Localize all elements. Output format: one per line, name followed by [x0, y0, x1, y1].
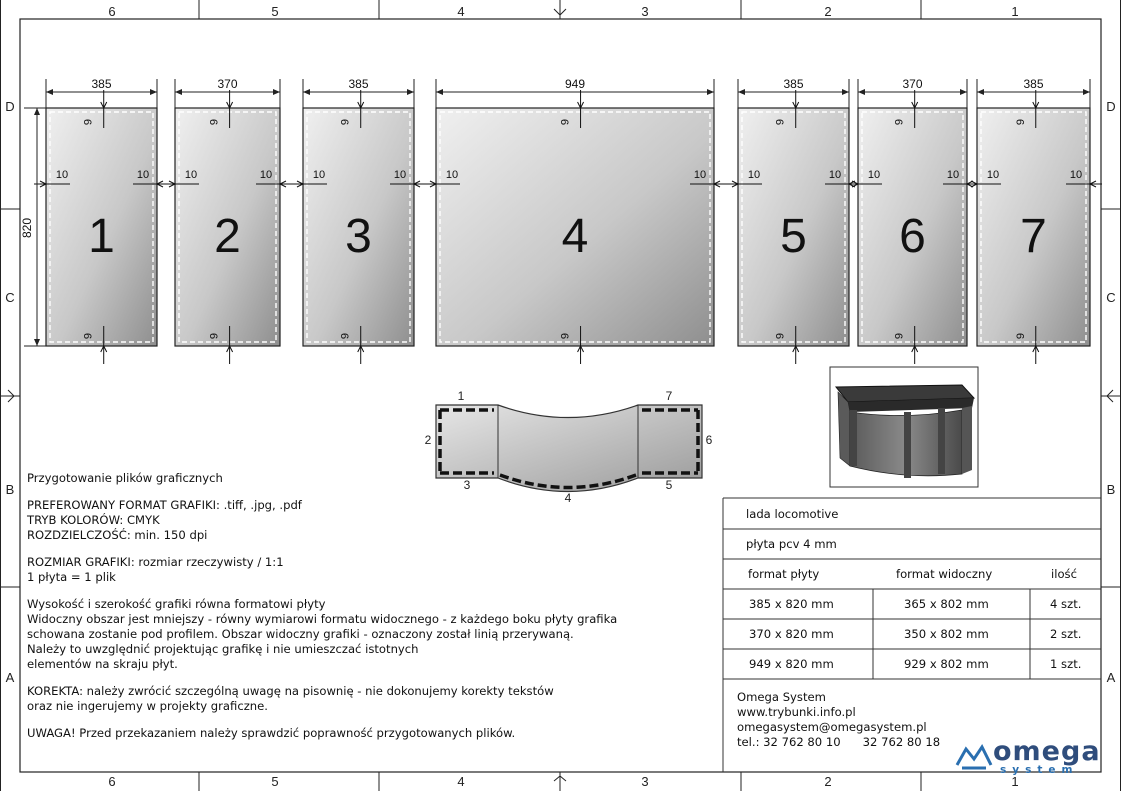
- width-dimension-label: 370: [902, 77, 923, 91]
- notes-block: [27, 471, 617, 741]
- side-margin-label: 10: [867, 169, 881, 181]
- notes-paragraph-line: Widoczny obszar jest mniejszy - równy wymiarowi formatu widocznego - z każdego boku płyty grafika: [27, 612, 618, 626]
- notes-correction-line: oraz nie ingerujemy w projekty graficzne.: [27, 699, 268, 713]
- spec-row-board: 385 x 820 mm: [749, 597, 834, 611]
- top-offset-label: 9: [774, 118, 787, 126]
- spec-header-visible: format widoczny: [896, 567, 993, 581]
- notes-correction-line: KOREKTA: należy zwrócić szczególną uwagę na pisownię - nie dokonujemy korekty tekstów: [27, 684, 554, 698]
- notes-paragraph-line: Należy to uwzględnić projektując grafikę i nie umieszczać istotnych: [27, 642, 419, 656]
- side-margin-label: 10: [946, 169, 960, 181]
- plan-label: 2: [424, 433, 432, 447]
- bottom-offset-label: 9: [82, 332, 95, 340]
- contact-website[interactable]: www.trybunki.info.pl: [737, 705, 856, 719]
- side-margin-label: 10: [136, 169, 150, 181]
- spec-header-board: format płyty: [748, 567, 820, 581]
- plan-label: 4: [564, 491, 572, 505]
- spec-row-board: 370 x 820 mm: [749, 627, 834, 641]
- side-margin-label: 10: [1069, 169, 1083, 181]
- col-bottom-label: 2: [824, 774, 832, 789]
- width-dimension-label: 385: [91, 77, 112, 91]
- col-bottom-label: 6: [108, 774, 116, 789]
- plan-label: 1: [457, 389, 465, 403]
- row-left-label: B: [5, 482, 15, 497]
- col-top-label: 3: [641, 4, 649, 19]
- contact-phone-2: 32 762 80 18: [862, 735, 941, 749]
- panel-number: 5: [780, 210, 807, 263]
- logo-wordmark: omega: [993, 736, 1101, 767]
- contact-company: Omega System: [737, 690, 826, 704]
- counter-3d-image: [830, 367, 978, 487]
- side-margin-label: 10: [986, 169, 1000, 181]
- notes-size: ROZMIAR GRAFIKI: rozmiar rzeczywisty / 1:1: [27, 555, 284, 569]
- bottom-offset-label: 9: [208, 332, 221, 340]
- side-margin-label: 10: [55, 169, 69, 181]
- side-margin-label: 10: [693, 169, 707, 181]
- side-margin-label: 10: [828, 169, 842, 181]
- col-bottom-label: 5: [271, 774, 279, 789]
- col-top-label: 6: [108, 4, 116, 19]
- panel-number: 4: [561, 210, 589, 263]
- spec-row-qty: 4 szt.: [1050, 597, 1082, 611]
- col-top-label: 2: [824, 4, 832, 19]
- plan-label: 7: [665, 389, 673, 403]
- side-margin-label: 10: [393, 169, 407, 181]
- side-margin-label: 10: [259, 169, 273, 181]
- side-margin-label: 10: [312, 169, 326, 181]
- bottom-offset-label: 9: [774, 332, 787, 340]
- notes-color-mode: TRYB KOLORÓW: CMYK: [27, 513, 160, 527]
- col-bottom-label: 4: [457, 774, 465, 789]
- top-offset-label: 9: [339, 118, 352, 126]
- row-right-label: D: [1106, 99, 1116, 114]
- col-top-label: 5: [271, 4, 279, 19]
- bottom-offset-label: 9: [339, 332, 352, 340]
- omega-logo-icon: [954, 741, 994, 771]
- spec-row-visible: 365 x 802 mm: [904, 597, 989, 611]
- width-dimension-label: 385: [348, 77, 369, 91]
- width-dimension-label: 385: [1023, 77, 1044, 91]
- col-top-label: 1: [1011, 4, 1019, 19]
- row-left-label: A: [5, 670, 15, 685]
- notes-files: 1 płyta = 1 plik: [27, 570, 116, 584]
- top-offset-label: 9: [1014, 118, 1027, 126]
- height-dimension-label: 820: [20, 217, 34, 239]
- col-top-label: 4: [457, 4, 465, 19]
- spec-row-board: 949 x 820 mm: [749, 657, 834, 671]
- panel-number: 6: [899, 210, 926, 263]
- panels-layer: [20, 77, 1102, 364]
- logo-subtitle: system: [1000, 764, 1079, 776]
- notes-paragraph-line: schowana zostanie pod profilem. Obszar widoczny grafiki - oznaczony został linią przerywaną.: [27, 627, 574, 641]
- width-dimension-label: 385: [783, 77, 804, 91]
- contact-block: [737, 690, 940, 750]
- panel-number: 3: [345, 210, 372, 263]
- notes-format: PREFEROWANY FORMAT GRAFIKI: .tiff, .jpg, .pdf: [27, 498, 302, 512]
- bottom-offset-label: 9: [1014, 332, 1027, 340]
- spec-row-qty: 2 szt.: [1050, 627, 1082, 641]
- plan-label: 3: [463, 478, 471, 492]
- col-bottom-label: 3: [641, 774, 649, 789]
- spec-row-visible: 929 x 802 mm: [904, 657, 989, 671]
- top-offset-label: 9: [208, 118, 221, 126]
- contact-phone: tel.: 32 762 80 10: [737, 735, 841, 749]
- row-left-label: C: [5, 290, 15, 305]
- row-right-label: B: [1106, 482, 1116, 497]
- row-right-label: C: [1106, 290, 1116, 305]
- contact-email[interactable]: omegasystem@omegasystem.pl: [737, 720, 927, 734]
- notes-heading: Przygotowanie plików graficznych: [27, 471, 223, 485]
- spec-header-qty: ilość: [1051, 567, 1077, 581]
- side-margin-label: 10: [445, 169, 459, 181]
- top-offset-label: 9: [82, 118, 95, 126]
- plan-label: 5: [665, 478, 673, 492]
- notes-paragraph-line: elementów na skraju płyt.: [27, 657, 178, 671]
- width-dimension-label: 949: [564, 77, 586, 91]
- top-offset-label: 9: [559, 118, 572, 126]
- panel-number: 2: [214, 210, 241, 263]
- spec-product: lada locomotive: [746, 507, 839, 521]
- notes-paragraph-line: Wysokość i szerokość grafiki równa formatowi płyty: [27, 597, 326, 611]
- side-margin-label: 10: [747, 169, 761, 181]
- plan-label: 6: [705, 433, 713, 447]
- spec-row-visible: 350 x 802 mm: [904, 627, 989, 641]
- row-left-label: D: [5, 99, 15, 114]
- side-margin-label: 10: [184, 169, 198, 181]
- spec-row-qty: 1 szt.: [1050, 657, 1082, 671]
- col-bottom-label: 1: [1011, 774, 1019, 789]
- panel-number: 7: [1020, 210, 1047, 263]
- spec-material: płyta pcv 4 mm: [746, 537, 837, 551]
- notes-resolution: ROZDZIELCZOŚĆ: min. 150 dpi: [27, 528, 208, 542]
- bottom-offset-label: 9: [893, 332, 906, 340]
- row-right-label: A: [1106, 670, 1116, 685]
- panel-number: 1: [88, 210, 115, 263]
- notes-warning: UWAGA! Przed przekazaniem należy sprawdzić poprawność przygotowanych plików.: [27, 726, 516, 740]
- bottom-offset-label: 9: [559, 332, 572, 340]
- top-offset-label: 9: [893, 118, 906, 126]
- width-dimension-label: 370: [217, 77, 238, 91]
